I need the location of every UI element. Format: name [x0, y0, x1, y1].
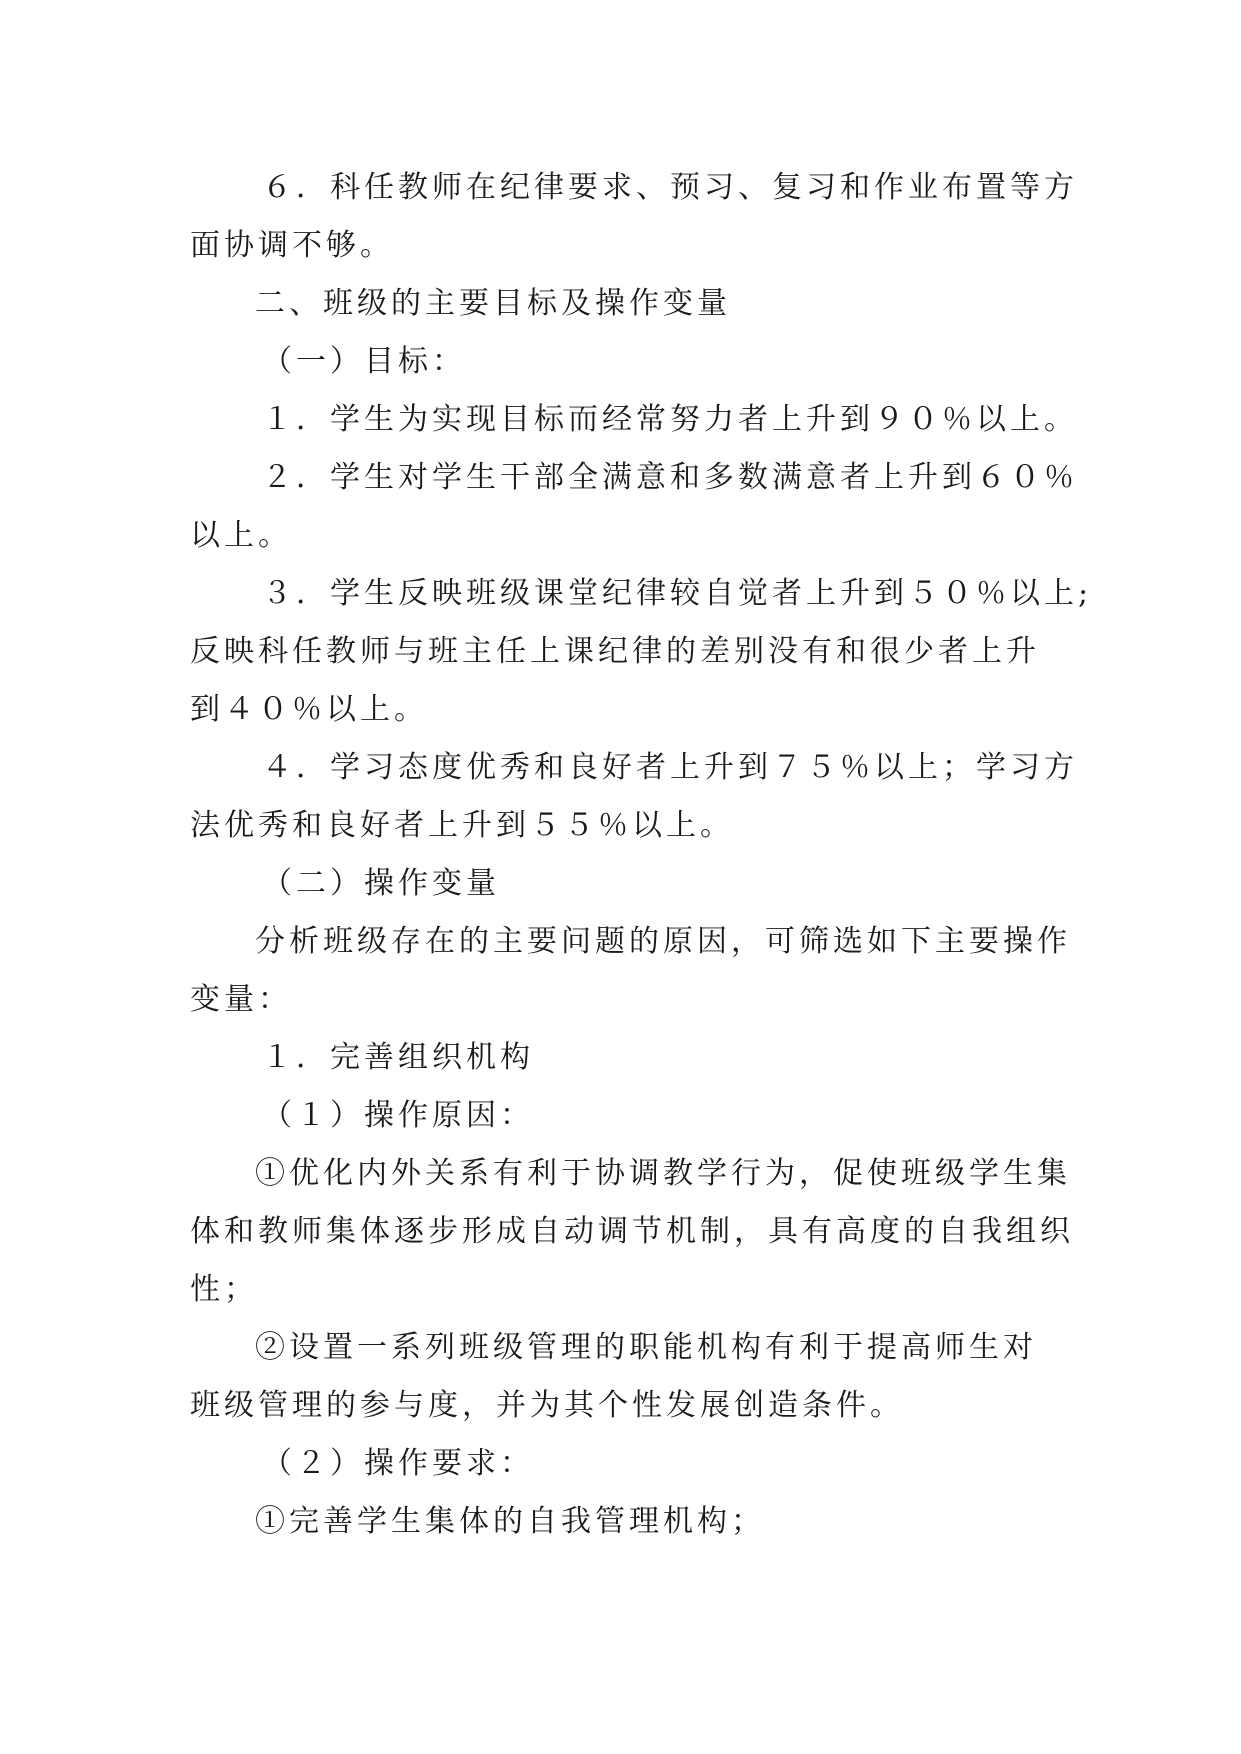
section-heading: 二、班级的主要目标及操作变量 [255, 286, 731, 321]
text-line: ２．学生对学生干部全满意和多数满意者上升到６０％ [262, 460, 1078, 495]
text-line: 性； [190, 1272, 258, 1307]
text-line: ３．学生反映班级课堂纪律较自觉者上升到５０％以上; [262, 576, 1093, 611]
text-line: ６．科任教师在纪律要求、预习、复习和作业布置等方 [262, 170, 1078, 205]
text-line: 法优秀和良好者上升到５５％以上。 [190, 808, 734, 843]
subsection-heading: （二）操作变量 [262, 866, 500, 901]
text-line: ①完善学生集体的自我管理机构； [255, 1504, 765, 1539]
text-line: 分析班级存在的主要问题的原因，可筛选如下主要操作 [255, 924, 1071, 959]
item-heading: １．完善组织机构 [262, 1040, 534, 1075]
subsection-heading: （一）目标： [262, 344, 466, 379]
text-line: 反映科任教师与班主任上课纪律的差别没有和很少者上升 [190, 634, 1040, 669]
text-line: 体和教师集体逐步形成自动调节机制，具有高度的自我组织 [190, 1214, 1074, 1249]
text-line: 变量： [190, 982, 292, 1017]
text-line: ①优化内外关系有利于协调教学行为，促使班级学生集 [255, 1156, 1071, 1191]
text-line: 到４０％以上。 [190, 692, 428, 727]
item-subheading: （２）操作要求： [262, 1446, 534, 1481]
text-line: １．学生为实现目标而经常努力者上升到９０％以上。 [262, 402, 1078, 437]
item-subheading: （１）操作原因： [262, 1098, 534, 1133]
text-line: ４．学习态度优秀和良好者上升到７５％以上；学习方 [262, 750, 1078, 785]
text-line: 面协调不够。 [190, 228, 394, 263]
text-line: 以上。 [190, 518, 292, 553]
text-line: 班级管理的参与度，并为其个性发展创造条件。 [190, 1388, 904, 1423]
text-line: ②设置一系列班级管理的职能机构有利于提高师生对 [255, 1330, 1037, 1365]
